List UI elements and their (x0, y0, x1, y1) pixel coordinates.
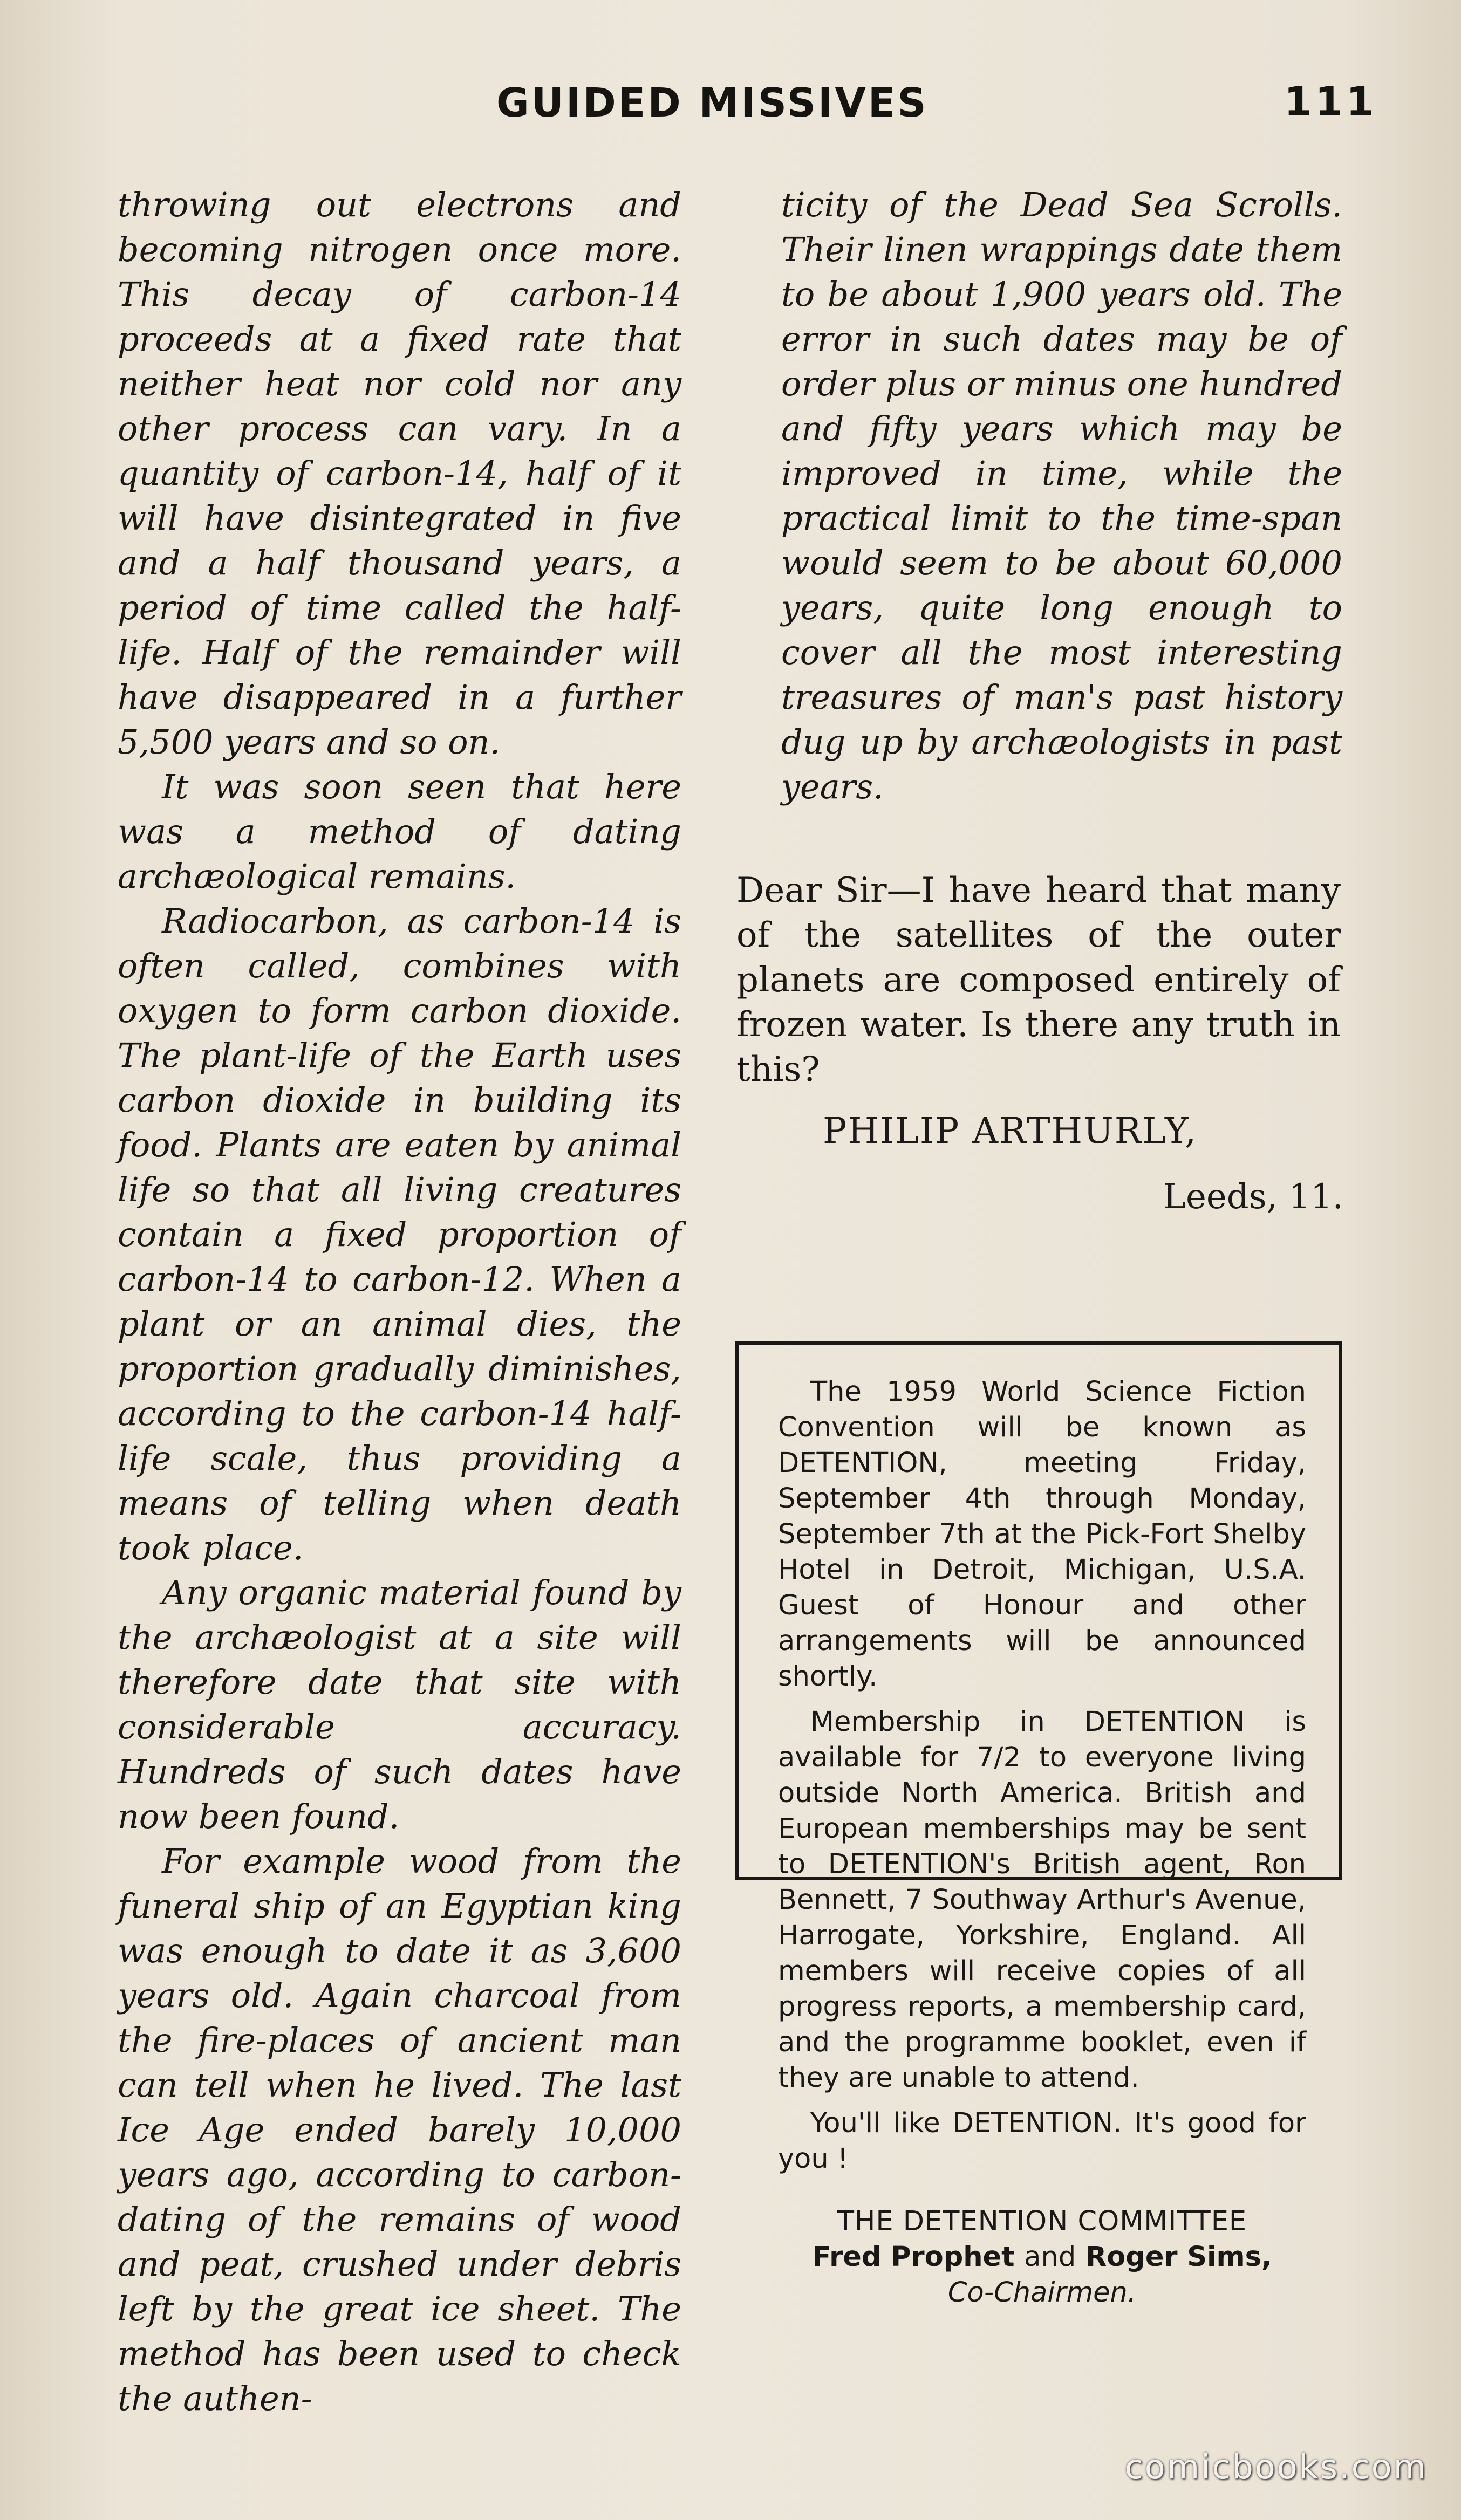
right-column (781, 182, 1342, 809)
paragraph: Radiocarbon, as carbon-14 is often called, combines with oxygen to form carbon dioxide. The plant-life of the Earth uses carbon dioxide in building its food. Plants are eaten by animal life so that all living creatures contain a fixed proportion of carbon-14 to carbon-12. When a plant or an animal dies, the proportion gradually diminishes, according to the carbon-14 half-life scale, thus providing a means of telling when death took place. (118, 901, 681, 1567)
committee-name: THE DETENTION COMMITTEE (837, 2206, 1247, 2237)
left-column (118, 182, 681, 2421)
watermark: comicbooks.com (1124, 2447, 1428, 2487)
section-title: GUIDED MISSIVES (496, 80, 929, 126)
notice-paragraph: You'll like DETENTION. It's good for you ! (778, 2107, 1306, 2175)
convention-notice-box (735, 1341, 1342, 2309)
letter-body: Dear Sir—I have heard that many of the satellites of the outer planets are composed entirely of frozen water. Is there any truth in this? (736, 871, 1341, 1090)
co-chairs (778, 2240, 1306, 2275)
page-number: 111 (1284, 79, 1377, 125)
paragraph: For example wood from the funeral ship of an Egyptian king was enough to date it as 3,600 years old. Again charcoal from the fire-places of ancient man can tell when he lived. The last Ice Age ended barely 10,000 years ago, according to carbon-dating of the remains of wood and peat, crushed under debris left by the great ice sheet. The method has been used to check the authen- (118, 1841, 681, 2418)
paragraph: It was soon seen that here was a method of dating archæological remains. (118, 767, 681, 896)
notice-paragraph: The 1959 World Science Fiction Convention will be known as DETENTION, meeting Friday, September 4th through Monday, September 7th at the Pick-Fort Shelby Hotel in Detroit, Michigan, U.S.A. Guest of Honour and other arrangements will be announced shortly. (778, 1376, 1306, 1693)
reader-letter (736, 868, 1341, 1092)
chair-and: and (1024, 2241, 1076, 2273)
paragraph: throwing out electrons and becoming nitrogen once more. This decay of carbon-14 proceeds at a fixed rate that neither heat nor cold nor any other process can vary. In a quantity of carbon-14, half of it will have disintegrated in five and a half thousand years, a period of time called the half-life. Half of the remainder will have disappeared in a further 5,500 years and so on. (118, 185, 681, 762)
co-chairmen-title: Co-Chairmen. (947, 2277, 1137, 2309)
paragraph: ticity of the Dead Sea Scrolls. Their linen wrappings date them to be about 1,900 years old. The error in such dates may be of order plus or minus one hundred and fifty years which may be improved in time, while the practical limit to the time-span would seem to be about 60,000 years, quite long enough to cover all the most interesting treasures of man's past history dug up by archæologists in past years. (781, 185, 1342, 806)
paragraph: Any organic material found by the archæologist at a site will therefore date that site with considerable accuracy. Hundreds of such dates have now been found. (118, 1573, 681, 1836)
letter-signature: PHILIP ARTHURLY, (823, 1110, 1198, 1152)
letter-location: Leeds, 11. (1163, 1177, 1343, 1217)
notice-paragraph: Membership in DETENTION is available for 7/2 to everyone living outside North America. British and European memberships may be sent to DETENTION's British agent, Ron Bennett, 7 Southway Arthur's Avenue, Harrogate, Yorkshire, England. All members will receive copies of all progress reports, a membership card, and the programme booklet, even if they are unable to attend. (778, 1706, 1306, 2094)
chair-two: Roger Sims, (1085, 2241, 1272, 2273)
chair-one: Fred Prophet (812, 2241, 1015, 2273)
